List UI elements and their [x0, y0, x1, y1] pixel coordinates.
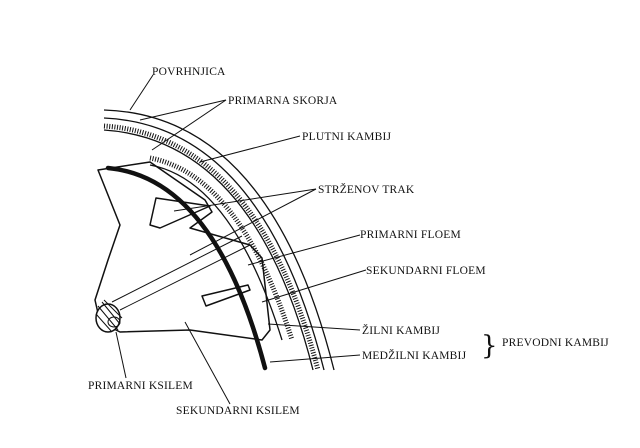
vascular-bundle-outline: [95, 162, 270, 340]
brace-prevodni-kambij: }: [481, 331, 498, 361]
label-sekundarni-floem: SEKUNDARNI FLOEM: [366, 265, 486, 277]
label-primarni-ksilem: PRIMARNI KSILEM: [88, 380, 193, 392]
label-sekundarni-ksilem: SEKUNDARNI KSILEM: [176, 405, 300, 417]
label-primarni-floem: PRIMARNI FLOEM: [360, 229, 461, 241]
medullary-ray-center-2: [112, 236, 242, 302]
leader-primarni-floem: [248, 235, 360, 265]
label-povrhnjica: POVRHNJICA: [152, 66, 226, 78]
label-plutni-kambij: PLUTNI KAMBIJ: [302, 131, 392, 143]
label-primarna-skorja: PRIMARNA SKORJA: [228, 95, 338, 107]
label-strzenov-trak: STRŽENOV TRAK: [318, 184, 415, 196]
leader-lines: [116, 75, 366, 404]
label-prevodni-kambij: PREVODNI KAMBIJ: [502, 337, 609, 349]
leader-primarni-ksilem: [116, 332, 126, 378]
label-medzilni-kambij: MEDŽILNI KAMBIJ: [362, 350, 467, 362]
labels: [88, 66, 609, 417]
leader-primarna-skorja-1: [140, 100, 226, 120]
medullary-ray-center: [120, 245, 250, 310]
leader-povrhnjica: [130, 75, 153, 110]
leader-zilni-kambij: [268, 324, 360, 330]
primary-xylem-blob: [96, 300, 122, 332]
label-zilni-kambij: ŽILNI KAMBIJ: [362, 325, 441, 337]
leader-sekundarni-floem: [262, 270, 366, 302]
